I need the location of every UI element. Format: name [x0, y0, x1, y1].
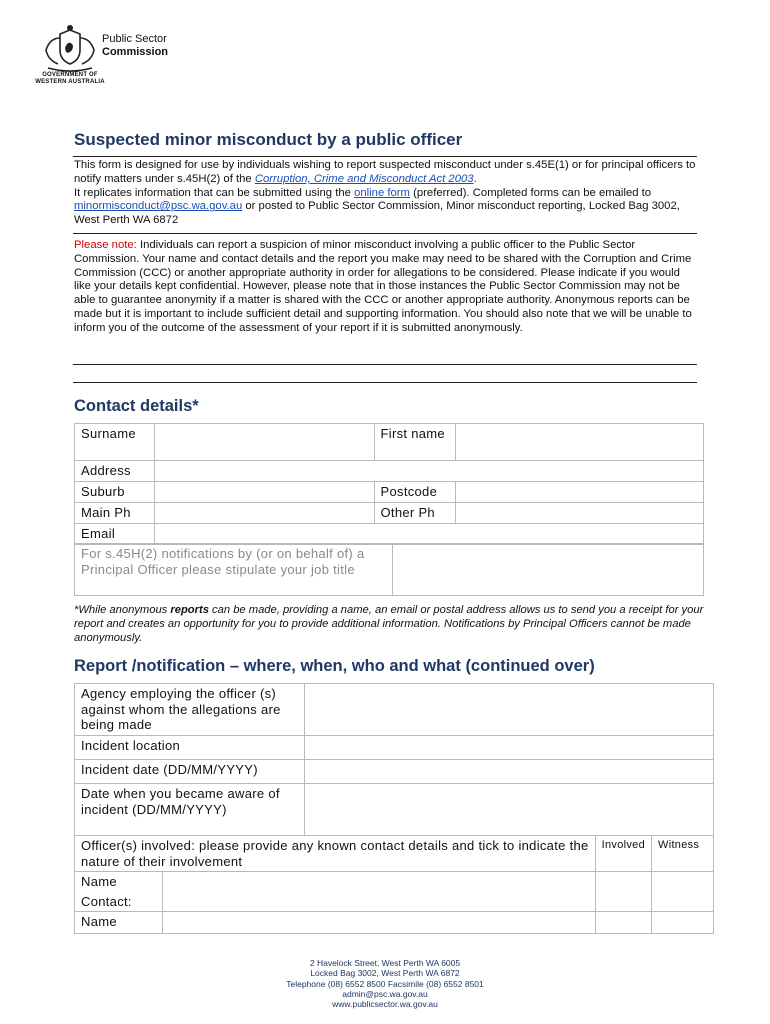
surname-label: Surname: [75, 424, 155, 461]
intro-divider: [73, 233, 697, 234]
main-phone-field[interactable]: [154, 503, 374, 524]
suburb-label: Suburb: [75, 482, 155, 503]
anonymous-note: *While anonymous reports can be made, providing a name, an email or postal address allows us to send you a receipt for your report and creates an opportunity for you to provide additional information. Notifications by Principal Officers cannot be made anonymously.: [74, 604, 704, 644]
postcode-field[interactable]: [456, 482, 704, 503]
incident-date-label: Incident date (DD/MM/YYYY): [75, 760, 305, 784]
officers-involved-label: Officer(s) involved: please provide any known contact details and tick to indicate the nature of their involvement: [75, 836, 596, 872]
incident-date-field[interactable]: [304, 760, 713, 784]
please-note-label: Please note:: [74, 239, 137, 251]
contact-heading: Contact details*: [74, 397, 199, 415]
witness-column-header: Witness: [652, 836, 714, 872]
act-link[interactable]: Corruption, Crime and Misconduct Act 2003: [254, 172, 474, 185]
contact-table: [74, 423, 704, 545]
principal-officer-hint: For s.45H(2) notifications by (or on behalf of) a Principal Officer please stipulate your job title: [75, 544, 393, 596]
footer-address: 2 Havelock Street, West Perth WA 6005 Locked Bag 3002, West Perth WA 6872 Telephone (08) 6552 8500 Facsimile (08) 6552 8501 admin@psc.wa.gov.au www.publicsector.wa.gov.au: [0, 958, 770, 1009]
surname-field[interactable]: [154, 424, 374, 461]
officer-1-involved-checkbox[interactable]: [595, 872, 651, 912]
email-label: Email: [75, 524, 155, 545]
address-label: Address: [75, 461, 155, 482]
officer-2-details-field[interactable]: [162, 912, 595, 934]
other-phone-label: Other Ph: [374, 503, 456, 524]
email-field[interactable]: [154, 524, 703, 545]
intro-text: This form is designed for use by individuals wishing to report suspected misconduct under s.45E(1) or for principal officers to notify matters under s.45H(2) of the Corruption, Crime and Misconduct Act 2003. It replicates information that can be submitted using the online form (preferred). Completed forms can be emailed to minormisconduct@psc.wa.gov.au or posted to Public Sector Commission, Minor misconduct reporting, Locked Bag 3002, West Perth WA 6872: [74, 159, 696, 227]
please-note-text: Please note: Individuals can report a suspicion of minor misconduct involving a public officer to the Public Sector Commission. Your name and contact details and the report you make may need to be shared with the Corruption and Crime Commission (CCC) or another appropriate authority in order for allegations to be considered. Please indicate if you would like your details kept confidential. However, please note that in those instances the Public Sector Commission may not be able to guarantee anonymity if a matter is shared with the CCC or another appropriate authority. Anonymous reports can be made but it is important to include sufficient detail and supporting information. You should also note that we will be unable to inform you of the outcome of the assessment of your report if it is submitted anonymously.: [74, 239, 692, 334]
job-title-field[interactable]: [392, 544, 703, 596]
report-table: [74, 683, 714, 934]
postcode-label: Postcode: [374, 482, 456, 503]
suburb-field[interactable]: [154, 482, 374, 503]
page-title: Suspected minor misconduct by a public officer: [74, 130, 463, 149]
other-phone-field[interactable]: [456, 503, 704, 524]
officer-1-witness-checkbox[interactable]: [652, 872, 714, 912]
agency-field[interactable]: [304, 684, 713, 736]
first-name-label: First name: [374, 424, 456, 461]
officer-contact-label: Contact:: [75, 892, 163, 912]
organisation-name: Public Sector Commission: [102, 33, 169, 58]
officer-1-details-field[interactable]: [162, 872, 595, 912]
report-heading: Report /notification – where, when, who and what (continued over): [74, 657, 595, 675]
agency-label: Agency employing the officer (s) against whom the allegations are being made: [75, 684, 305, 736]
main-phone-label: Main Ph: [75, 503, 155, 524]
first-name-field[interactable]: [456, 424, 704, 461]
officer-2-witness-checkbox[interactable]: [652, 912, 714, 934]
officer-2-involved-checkbox[interactable]: [595, 912, 651, 934]
address-field[interactable]: [154, 461, 703, 482]
wa-government-crest-icon: [38, 24, 102, 74]
incident-location-field[interactable]: [304, 736, 713, 760]
note-divider-1: [73, 364, 697, 365]
online-form-link[interactable]: online form: [354, 186, 410, 199]
aware-date-field[interactable]: [304, 784, 713, 836]
incident-location-label: Incident location: [75, 736, 305, 760]
email-link[interactable]: minormisconduct@psc.wa.gov.au: [74, 200, 243, 213]
principal-officer-table: [74, 543, 704, 596]
title-divider: [73, 156, 697, 157]
note-divider-2: [73, 382, 697, 383]
footer-email: admin@psc.wa.gov.au: [342, 988, 428, 999]
footer-website: www.publicsector.wa.gov.au: [332, 999, 438, 1010]
officer-name-label: Name: [75, 872, 163, 892]
officer-2-name-label: Name: [75, 912, 163, 934]
government-caption: GOVERNMENT OF WESTERN AUSTRALIA: [35, 72, 105, 85]
aware-date-label: Date when you became aware of incident (DD/MM/YYYY): [75, 784, 305, 836]
involved-column-header: Involved: [595, 836, 651, 872]
